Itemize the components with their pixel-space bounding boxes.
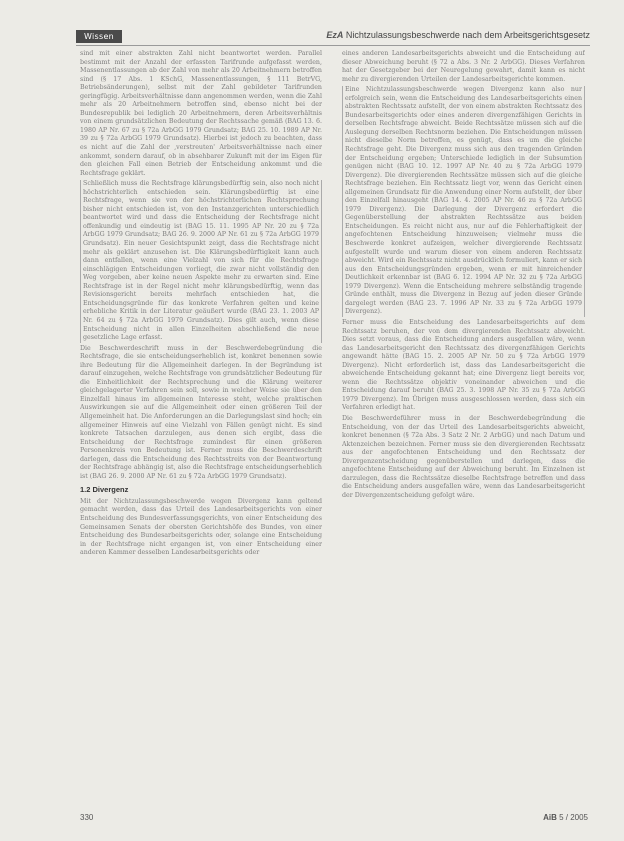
paragraph: Eine Nichtzulassungsbeschwerde wegen Divergenz kann also nur erfolgreich sein, wenn die Entscheidung des Landesarbeitsgerichts einen abstrakten Rechtssatz aufstellt, der von einem abstrakten Rechtssatz des Bundesarbeitsgerichts oder eines anderen divergenzfähigen Gerichts in derselben Rechtsfrage abweicht. Beide Rechtssätze müssen sich auf die Auslegung derselben Rechtsnorm beziehen. Die Entscheidungen müssen nicht dieselbe Norm betreffen, es genügt, dass es um die gleiche Rechtsfrage geht. Die Divergenz muss sich aus den tragenden Gründen der Entscheidung ergeben; Unterschiede lediglich in der Subsumtion genügen nicht (BAG 10. 12. 1997 AP Nr. 40 zu § 72a ArbGG 1979 Divergenz). Die divergierenden Rechtssätze müssen sich auf die gleiche Rechtsfrage beziehen. Ein Rechtssatz liegt vor, wenn das Gericht einen allgemeinen Grundsatz für die Anwendung einer Norm aufstellt, der über den Einzelfall hinausgeht (BAG 14. 4. 2005 AP Nr. 46 zu § 72a ArbGG 1979 Divergenz). Die Darlegung der Divergenz erfordert die Gegenüberstellung der abstrakten Rechtssätze aus beiden Entscheidungen. Es reicht nicht aus, nur auf die Fehlerhaftigkeit der angefochtenen Entscheidung hinzuweisen; vielmehr muss die Beschwerde konkret aufzeigen, welcher divergierende Rechtssatz aufgestellt wurde und warum dieser von einem anderen Rechtssatz abweicht. Wird ein Rechtssatz nicht ausdrücklich formuliert, kann er sich aus den Entscheidungsgründen ergeben, wenn er mit hinreichender Deutlichkeit erkennbar ist (BAG 6. 12. 1994 AP Nr. 32 zu § 72a ArbGG 1979 Divergenz). Wenn die Entscheidung mehrere selbständig tragende Gründe enthält, muss die Divergenz in Bezug auf jeden dieser Gründe dargelegt werden (BAG 23. 7. 1996 AP Nr. 33 zu § 72a ArbGG 1979 Divergenz). bbox=[342, 86, 585, 317]
running-header-title: Nichtzulassungsbeschwerde nach dem Arbeitsgerichtsgesetz bbox=[345, 30, 590, 40]
journal-issue bbox=[543, 813, 588, 822]
paragraph: sind mit einer abstrakten Zahl nicht beantwortet werden. Parallel bestimmt mit der Anzahl der erfassten Tarifrunde aufgefasst werden, Massenentlassungen ab der Zahl von mehr als 20 Arbeitnehmern betroffen sind (§ 17 Abs. 1 KSchG, Massenentlassungen, § 111 BetrVG, Betriebsänderungen), selbst mit der Zahl gebildeter Tarifrunden geringfügig. Arbeitsverhältnisse dann angenommen werden, wenn die Zahl mehr als 20 Arbeitnehmern betroffen sind, ebenso nicht bei der Bundesrepublik bei lediglich 20 Arbeitnehmern, deren Arbeitsverhältnis von einem grundsätzlichen Bedeutung der Rechtssache gemäß (BAG 13. 6. 1980 AP Nr. 67 zu § 72a ArbGG 1979 Grundsatz; BAG 25. 10. 1989 AP Nr. 39 zu § 72a ArbGG 1979 Grundsatz). Hierbei ist jedoch zu beachten, dass es nicht auf die Zahl der ‚verstreuten' Arbeitsverhältnisse nach einer ankommt, sondern darauf, ob in absehbarer Zukunft mit der im Eigen für den gleichen Fall einen Betrieb der Entscheidung ankommt und die Rechtsfrage geklärt. bbox=[80, 50, 322, 177]
paragraph: Mit der Nichtzulassungsbeschwerde wegen Divergenz kann geltend gemacht werden, dass das Urteil des Landesarbeitsgerichts von einer Entscheidung des Bundesverfassungsgerichts, von einer Entscheidung des Gemeinsamen Senats der obersten Gerichtshöfe des Bundes, von einer Entscheidung des Bundesarbeitsgerichts oder, solange eine Entscheidung in der Rechtsfrage nicht ergangen ist, von einer Entscheidung einer anderen Kammer desselben Landesarbeitsgerichts oder bbox=[80, 497, 322, 557]
paragraph: Die Beschwerdeführer muss in der Beschwerdebegründung die Entscheidung, von der das Urteil des Landesarbeitsgerichts abweicht, konkret benennen (§ 72a Abs. 3 Satz 2 Nr. 2 ArbGG) und nach Datum und Aktenzeichen bezeichnen. Ferner muss sie den divergierenden Rechtssatz aus der angefochtenen Entscheidung und den Rechtssatz der Divergenzentscheidung gegenüberstellen und darlegen, dass die angefochtene Entscheidung auf der Abweichung beruht. Im Einzelnen ist darzulegen, dass die Rechtssätze dieselbe Rechtsfrage betreffen und dass die Entscheidung anders ausgefallen wäre, wenn das Landesarbeitsgericht der Divergenzentscheidung gefolgt wäre. bbox=[342, 414, 585, 499]
issue-number: 5 / 2005 bbox=[559, 813, 588, 822]
journal-brand: EzA bbox=[326, 30, 344, 40]
running-header bbox=[326, 30, 590, 40]
paragraph: Schließlich muss die Rechtsfrage klärungsbedürftig sein, also noch nicht höchstrichterlich entschieden sein. Klärungsbedürftig ist eine Rechtsfrage, wenn sie von der höchstrichterlichen Rechtsprechung bisher nicht entschieden ist, von den Instanzgerichten unterschiedlich beantwortet wird und dass die Entscheidung der Rechtsfrage nicht offenkundig und eindeutig ist (BAG 15. 11. 1995 AP Nr. 20 zu § 72a ArbGG 1979 Grundsatz; BAG 26. 9. 2000 AP Nr. 61 zu § 72a ArbGG 1979 Grundsatz). Ein neuer Gesichtspunkt zeigt, dass die Rechtsfrage nicht mehr als geklärt anzusehen ist. Die Klärungsbedürftigkeit kann auch dann entfallen, wenn eine Vielzahl von sich für die Rechtsfrage einschlägigen Entscheidungen vorliegt, die zwar nicht vollständig den Weg vorgeben, aber keine neuen Aspekte mehr zu erwarten sind. Eine Rechtsfrage ist in der Regel nicht mehr klärungsbedürftig, wenn das Revisionsgericht bereits mehrfach entschieden hat, die Entscheidungsgründe für das konkrete Verfahren gelten und keine erhebliche Kritik in der Literatur geäußert wurde (BAG 23. 1. 2003 AP Nr. 64 zu § 72a ArbGG 1979 Grundsatz). Dies gilt auch, wenn diese Entscheidung nicht in allen Einzelheiten abschließend die neue gesetzliche Lage erfasst. bbox=[80, 180, 322, 342]
left-column bbox=[80, 50, 322, 558]
section-rubric: Wissen bbox=[76, 30, 122, 43]
paragraph: Die Beschwerdeschrift muss in der Beschwerdebegründung die Rechtsfrage, die sie entscheidungserheblich ist, konkret benennen sowie ihre Bedeutung für die Allgemeinheit darlegen. In der Begründung ist darauf einzugehen, welche Rechtsfrage von grundsätzlicher Bedeutung für die Einheitlichkeit der Rechtsprechung und die Klärung weiterer gleichgelagerter Verfahren sein soll, sowie in welcher Weise sie über den Einzelfall hinaus im allgemeinen Interesse steht, welche praktischen Auswirkungen sie auf die Allgemeinheit oder einen größeren Teil der Allgemeinheit hat. Die Anforderungen an die Darlegungslast sind hoch; ein allgemeiner Hinweis auf eine Vielzahl von Fällen genügt nicht. Es sind konkrete Tatsachen darzulegen, aus denen sich ergibt, dass die Entscheidung der Rechtsfrage zumindest für einen größeren Personenkreis von Bedeutung ist. Ferner muss die Beschwerdeschrift darlegen, dass die Entscheidung des Rechtsstreits von der Beantwortung der Rechtsfrage abhängig ist, also die Rechtsfrage entscheidungserheblich ist (BAG 26. 9. 2000 AP Nr. 61 zu § 72a ArbGG 1979 Grundsatz). bbox=[80, 344, 322, 480]
page-number: 330 bbox=[80, 813, 94, 822]
header-divider bbox=[76, 45, 590, 46]
right-column bbox=[342, 50, 585, 500]
section-heading: 1.2 Divergenz bbox=[80, 485, 129, 495]
journal-prefix: AiB bbox=[543, 813, 557, 822]
paragraph: Ferner muss die Entscheidung des Landesarbeitsgerichts auf dem Rechtssatz beruhen, der von dem divergierenden Rechtssatz abweicht. Dies setzt voraus, dass die Entscheidung anders ausgefallen wäre, wenn das Landesarbeitsgericht den Rechtssatz des divergenzfähigen Gerichts angewandt hätte (BAG 15. 2. 2005 AP Nr. 50 zu § 72a ArbGG 1979 Divergenz). Nicht erforderlich ist, dass das Landesarbeitsgericht die abweichende Entscheidung gekannt hat; eine Divergenz liegt bereits vor, wenn die Rechtssätze objektiv voneinander abweichen und die Entscheidung darauf beruht (BAG 25. 3. 1998 AP Nr. 35 zu § 72a ArbGG 1979 Divergenz). Im Übrigen muss ausgeschlossen werden, dass sich ein Verfahren erledigt hat. bbox=[342, 318, 585, 412]
paragraph: eines anderen Landesarbeitsgerichts abweicht und die Entscheidung auf dieser Abweichung beruht (§ 72 a Abs. 3 Nr. 2 ArbGG). Dieses Verfahren hat der Gesetzgeber bei der Neuregelung gewahrt, damit kann es nicht mehr zu divergierenden Urteilen der Landesarbeitsgerichte kommen. bbox=[342, 50, 585, 83]
